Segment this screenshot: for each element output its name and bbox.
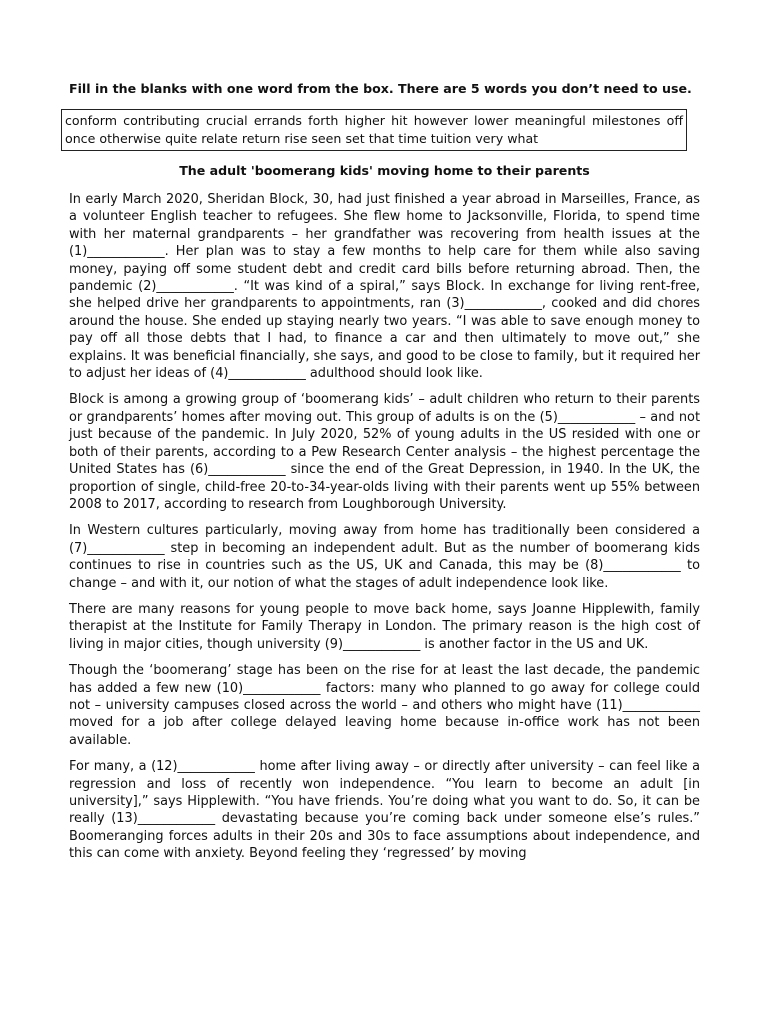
word-box-word: otherwise [99,130,162,146]
word-box-word: tuition [430,130,472,146]
word-box-word: conform [65,113,117,128]
article-paragraph: Though the ‘boomerang’ stage has been on the rise for at least the last decade, the pandemic has added a few new (10)____________ factors: many who planned to go away for college could not – university campuses closed across the world – and others who might have (11)____________ moved for a job after college delayed leaving home because in-office work has not been available. [69,663,700,748]
word-box-word: hit [391,113,408,128]
word-box-word: forth [308,113,339,128]
word-box-word: time [398,130,427,146]
word-box-word: once [65,130,96,146]
word-box-word: errands [253,113,302,128]
instruction-text: Fill in the blanks with one word from the box. There are 5 words you don’t need to use. [69,81,692,96]
word-box-word: higher [344,113,385,128]
article-paragraph: In Western cultures particularly, moving away from home has traditionally been considered a (7)____________ step in becoming an independent adult. But as the number of boomerang kids continues to rise in countries such as the US, UK and Canada, this may be (8)____________ to change – and with it, our notion of what the stages of adult independence look like. [69,523,700,591]
word-box-word: return [241,130,281,146]
article-paragraph: In early March 2020, Sheridan Block, 30, had just finished a year abroad in Marseilles, France, as a volunteer English teacher to refugees. She flew home to Jacksonville, Florida, to spend time with her maternal grandparents – her grandfather was recovering from health issues at the (1)____________. Her plan was to stay a few months to help care for them while also saving money, paying off some student debt and credit card bills before returning abroad. Then, the pandemic (2)____________. “It was kind of a spiral,” says Block. In exchange for living rent-free, she helped drive her grandparents to appointments, ran (3)____________, cooked and did chores around the house. She ended up staying nearly two years. “I was able to save enough money to pay off all those debts that I had, to finance a car and then ultimately to move out,” she explains. It was beneficial financially, she says, and good to be close to family, but it required her to adjust her ideas of (4)____________ adulthood should look like. [69,192,700,382]
word-box-word: very [475,130,504,146]
word-box-word: relate [201,130,238,146]
word-box-word: rise [284,130,308,146]
word-box-word: crucial [205,113,248,128]
word-box-word: off [666,113,684,128]
word-box [61,109,687,151]
worksheet [65,80,700,872]
word-box-word: that [368,130,395,146]
word-box-word: set [345,130,365,146]
word-box-word: milestones [591,113,661,128]
article-paragraph: Block is among a growing group of ‘boomerang kids’ – adult children who return to their parents or grandparents’ homes after moving out. This group of adults is on the (5)____________ – and not just because of the pandemic. In July 2020, 52% of young adults in the US resided with one or both of their parents, according to a Pew Research Center analysis – the highest percentage the United States has (6)____________ since the end of the Great Depression, in 1940. In the UK, the proportion of single, child-free 20-to-34-year-olds living with their parents went up 55% between 2008 to 2017, according to research from Loughborough University. [69,392,700,512]
word-box-word: what [507,130,539,146]
article-paragraph: For many, a (12)____________ home after living away – or directly after university – can feel like a regression and loss of recently won independence. “You learn to become an adult [in university],” says Hipplewith. “You have friends. You’re doing what you want to do. So, it can be really (13)____________ devastating because you’re coming back under someone else’s rules.” Boomeranging forces adults in their 20s and 30s to face assumptions about independence, and this can come with anxiety. Beyond feeling they ‘regressed’ by moving [69,759,700,862]
article-title: The adult 'boomerang kids' moving home to their parents [179,163,590,178]
word-box-word: however [413,113,468,128]
word-box-word: lower [474,113,509,128]
article-paragraph: There are many reasons for young people to move back home, says Joanne Hipplewith, family therapist at the Institute for Family Therapy in London. The primary reason is the high cost of living in major cities, though university (9)____________ is another factor in the US and UK. [69,601,700,652]
word-box-word: quite [165,130,198,146]
word-box-word: contributing [123,113,200,128]
word-box-word: meaningful [514,113,586,128]
word-box-word: seen [311,130,342,146]
